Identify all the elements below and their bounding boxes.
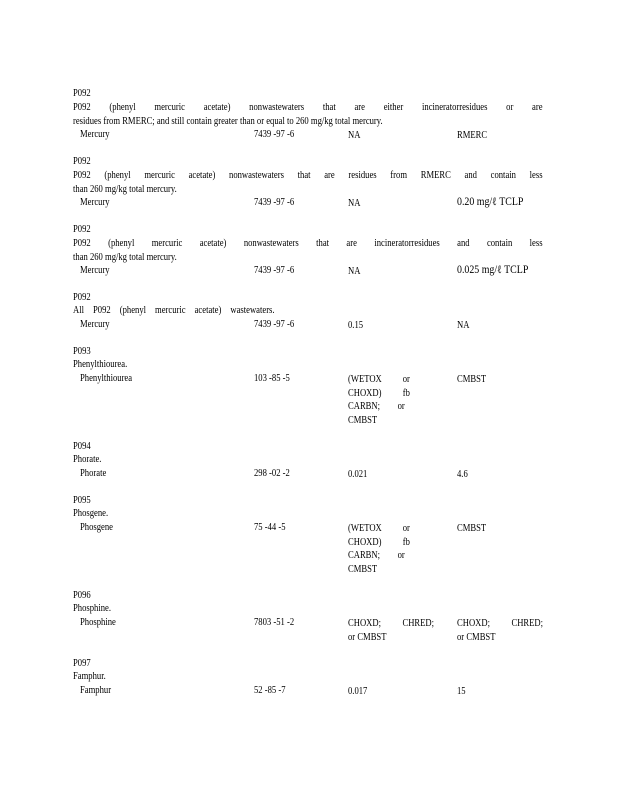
wastewater-standard: NA: [348, 266, 361, 277]
nonwastewater-standard: NA: [457, 320, 470, 331]
constituent-name: Famphur: [80, 685, 112, 696]
nonwastewater-standard: RMERC: [457, 130, 488, 141]
description-line: residues from RMERC; and still contain greater than or equal to 260 mg/kg total mercury.: [73, 115, 383, 127]
cas-number: 298 -02 -2: [254, 468, 290, 479]
constituent-name: Mercury: [80, 319, 110, 330]
nonwastewater-standard: 15: [457, 686, 466, 697]
nonwastewater-standard: CHOXD; CHRED; or CMBST: [457, 618, 543, 643]
waste-code: P096: [73, 590, 91, 601]
waste-description: Phosphine.: [73, 603, 111, 614]
description-line: than 260 mg/kg total mercury.: [73, 183, 177, 195]
wastewater-standard: NA: [348, 130, 361, 141]
nonwastewater-standard: 4.6: [457, 469, 468, 480]
constituent-name: Phenylthiourea: [80, 373, 133, 384]
constituent-name: Phorate: [80, 468, 107, 479]
waste-code: P092: [73, 292, 91, 303]
waste-code: P094: [73, 441, 91, 452]
constituent-name: Phosphine: [80, 617, 116, 628]
waste-code: P093: [73, 346, 91, 357]
waste-code: P092: [73, 88, 91, 99]
waste-code: P095: [73, 495, 91, 506]
wastewater-standard: 0.15: [348, 320, 364, 331]
constituent-name: Phosgene: [80, 522, 113, 533]
waste-description: Phorate.: [73, 454, 102, 465]
waste-code: P097: [73, 658, 91, 669]
description-line: P092 (phenyl mercuric acetate) nonwastewaters that are either incineratorresidues or are: [73, 102, 543, 113]
constituent-name: Mercury: [80, 129, 110, 140]
wastewater-standard: 0.021: [348, 469, 368, 480]
nonwastewater-standard: CMBST: [457, 374, 487, 385]
wastewater-standard: (WETOX or CHOXD) fb CARBN; or CMBST: [348, 374, 410, 426]
nonwastewater-standard: CMBST: [457, 523, 487, 534]
waste-description: Famphur.: [73, 671, 106, 682]
waste-description: Phosgene.: [73, 508, 109, 519]
constituent-name: Mercury: [80, 197, 110, 208]
waste-code: P092: [73, 156, 91, 167]
description-line: P092 (phenyl mercuric acetate) nonwastewaters that are residues from RMERC and contain less: [73, 170, 543, 181]
constituent-name: Mercury: [80, 265, 110, 276]
cas-number: 7803 -51 -2: [254, 617, 295, 628]
nonwastewater-standard: 0.20 mg/ℓ TCLP: [457, 196, 524, 208]
cas-number: 7439 -97 -6: [254, 319, 295, 330]
cas-number: 7439 -97 -6: [254, 197, 295, 208]
wastewater-standard: NA: [348, 198, 361, 209]
waste-code: P092: [73, 224, 91, 235]
cas-number: 7439 -97 -6: [254, 265, 295, 276]
waste-description: [73, 237, 543, 264]
waste-description: [73, 169, 543, 196]
waste-description: [73, 101, 543, 128]
description-line: P092 (phenyl mercuric acetate) nonwastewaters that are incineratorresidues and contain less: [73, 238, 543, 249]
cas-number: 52 -85 -7: [254, 685, 286, 696]
wastewater-standard: CHOXD; CHRED; or CMBST: [348, 618, 434, 643]
description-line: than 260 mg/kg total mercury.: [73, 251, 177, 263]
waste-description: All P092 (phenyl mercuric acetate) wastewaters.: [73, 305, 275, 316]
waste-description: Phenylthiourea.: [73, 359, 128, 370]
nonwastewater-standard: 0.025 mg/ℓ TCLP: [457, 264, 529, 276]
cas-number: 75 -44 -5: [254, 522, 286, 533]
wastewater-standard: 0.017: [348, 686, 368, 697]
cas-number: 7439 -97 -6: [254, 129, 295, 140]
wastewater-standard: (WETOX or CHOXD) fb CARBN; or CMBST: [348, 523, 410, 575]
cas-number: 103 -85 -5: [254, 373, 290, 384]
